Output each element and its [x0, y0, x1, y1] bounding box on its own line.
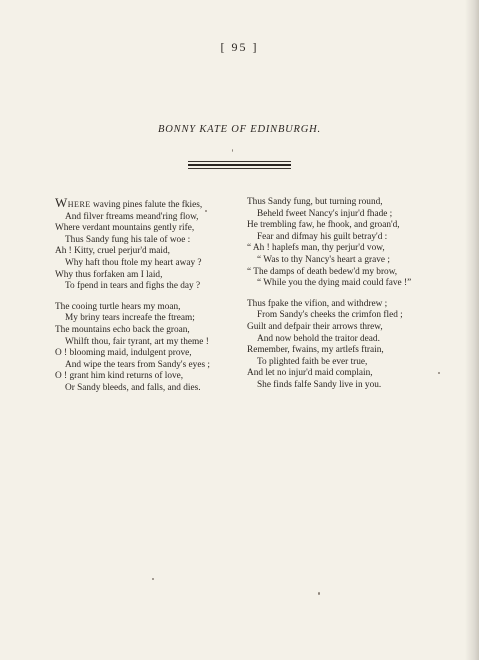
paper-speck: [152, 578, 154, 580]
poem-line: Whilft thou, fair tyrant, art my theme !: [65, 336, 209, 347]
stanza: [55, 197, 210, 293]
poem-title: BONNY KATE OF EDINBURGH.: [158, 124, 321, 135]
stanza: [55, 302, 210, 395]
poem-line: Thus Sandy fung his tale of woe :: [65, 234, 191, 245]
poem-line: “ Was to thy Nancy's heart a grave ;: [257, 254, 390, 265]
poem-column-right: [247, 197, 411, 401]
poem-line: And filver ftreams meand'ring flow,: [65, 211, 199, 222]
poem-line: And let no injur'd maid complain,: [247, 368, 373, 379]
poem-line: [55, 197, 210, 212]
poem-line: To plighted faith be ever true,: [257, 356, 368, 367]
poem-line: “ Ah ! haplefs man, thy perjur'd vow,: [247, 243, 385, 254]
page-number: [ 95 ]: [220, 40, 259, 54]
poem-line: O ! blooming maid, indulgent prove,: [55, 348, 192, 359]
line-text: waving pines falute the fkies,: [90, 200, 203, 210]
poem-line: Ah ! Kitty, cruel perjur'd maid,: [55, 246, 170, 257]
paper-speck: [318, 592, 320, 595]
poem-line: Remember, fwains, my artlefs ftrain,: [247, 345, 384, 356]
poem-column-left: [55, 197, 210, 404]
poem-line: O ! grant him kind returns of love,: [55, 371, 184, 382]
poem-line: The cooing turtle hears my moan,: [55, 301, 181, 312]
stanza: [247, 299, 411, 392]
poem-line: Beheld fweet Nancy's injur'd fhade ;: [257, 208, 393, 219]
poem-line: He trembling faw, he fhook, and groan'd,: [247, 220, 400, 231]
poem-line: Thus fpake the vifion, and withdrew ;: [247, 298, 388, 309]
poem-line: Or Sandy bleeds, and falls, and dies.: [65, 382, 201, 393]
poem-line: Fear and difmay his guilt betray'd :: [257, 231, 388, 242]
poem-line: From Sandy's cheeks the crimfon fled ;: [257, 310, 403, 321]
paper-speck: [205, 210, 207, 212]
poem-line: To fpend in tears and fighs the day ?: [65, 281, 201, 292]
poem-line: Where verdant mountains gently rife,: [55, 223, 195, 234]
poem-line: Guilt and defpair their arrows threw,: [247, 321, 383, 332]
small-caps-word: HERE: [67, 200, 91, 209]
title-rule-top: [188, 161, 291, 162]
poem-line: She finds falfe Sandy live in you.: [257, 379, 382, 390]
poem-line: “ The damps of death bedew'd my brow,: [247, 266, 398, 277]
stanza: [247, 197, 411, 290]
poem-line: My briny tears increafe the ftream;: [65, 313, 195, 324]
poem-line: And wipe the tears from Sandy's eyes ;: [65, 359, 210, 370]
initial-capital: W: [55, 195, 68, 210]
poem-line: The mountains echo back the groan,: [55, 324, 190, 335]
paper-speck: [232, 149, 233, 152]
poem-line: And now behold the traitor dead.: [257, 333, 380, 344]
poem-line: Thus Sandy fung, but turning round,: [247, 197, 383, 207]
title-rule-bottom: [188, 168, 291, 169]
paper-speck: [438, 372, 440, 374]
page-edge-shadow: [465, 0, 479, 660]
poem-line: “ While you the dying maid could fave !”: [257, 278, 412, 289]
poem-line: Why haft thou ftole my heart away ?: [65, 257, 202, 268]
poem-line: Why thus forfaken am I laid,: [55, 269, 163, 280]
title-rule-middle: [188, 164, 291, 166]
